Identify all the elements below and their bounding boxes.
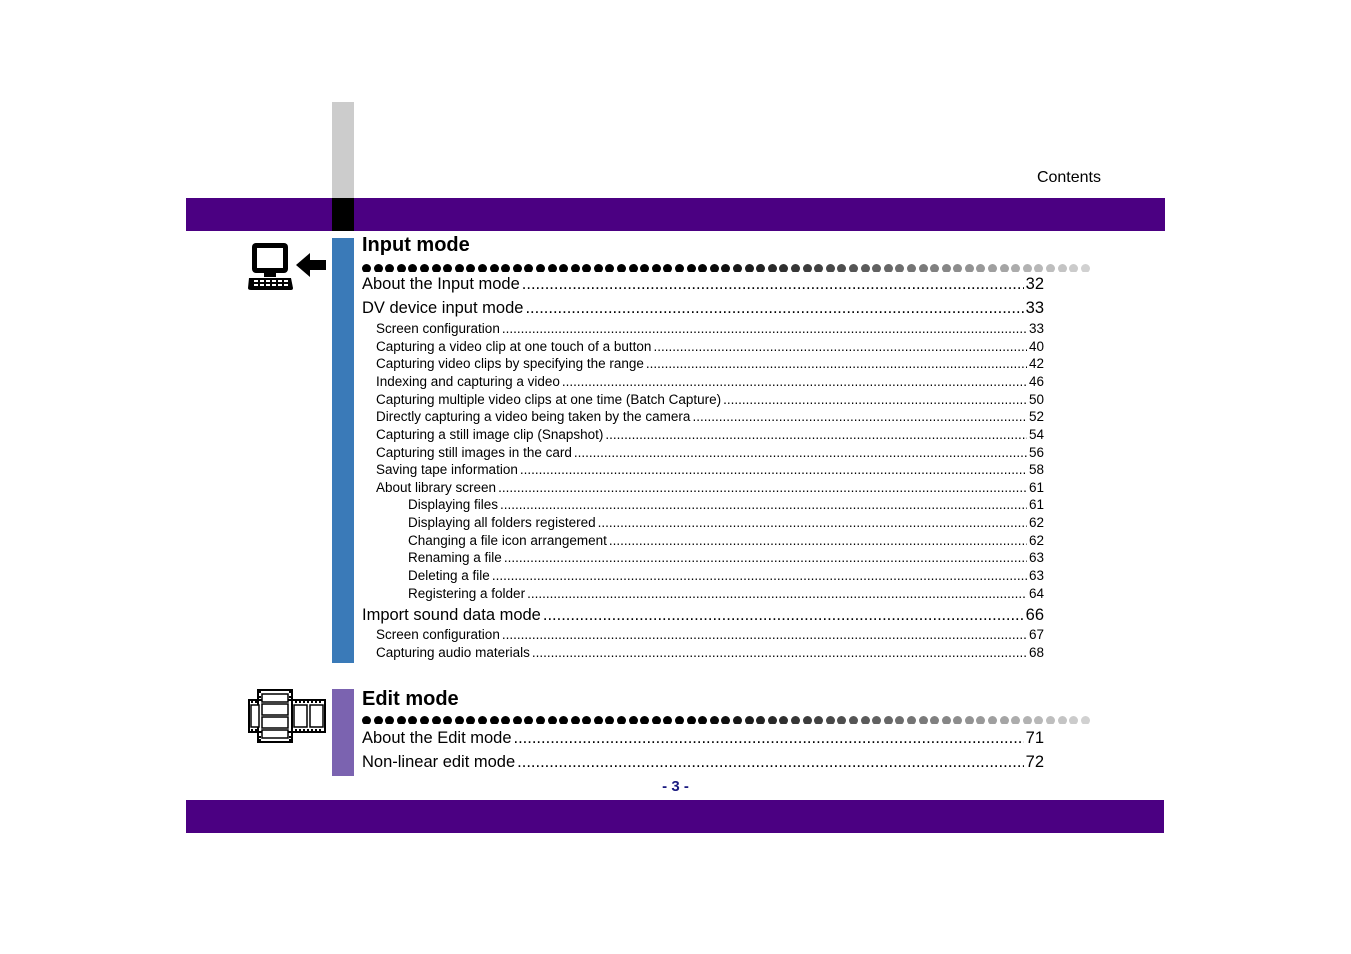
dot	[1023, 264, 1032, 272]
dot	[640, 716, 649, 724]
dot	[803, 264, 812, 272]
dot	[513, 264, 522, 272]
toc-entry[interactable]: Registering a folder ..... 64	[408, 586, 1044, 601]
dot	[478, 716, 487, 724]
dot	[420, 716, 429, 724]
dot	[745, 264, 754, 272]
dot	[837, 264, 846, 272]
dot	[1011, 264, 1020, 272]
dot	[953, 264, 962, 272]
dot	[524, 264, 533, 272]
page-number: - 3 -	[662, 778, 689, 795]
dot	[1046, 264, 1055, 272]
dot	[861, 264, 870, 272]
dot	[385, 716, 394, 724]
dot	[443, 264, 452, 272]
dot	[942, 716, 951, 724]
dot	[675, 264, 684, 272]
dot	[652, 716, 661, 724]
dot	[698, 716, 707, 724]
dot	[698, 264, 707, 272]
dot	[501, 716, 510, 724]
dot	[942, 264, 951, 272]
dot	[408, 264, 417, 272]
dot	[466, 716, 475, 724]
dot	[976, 264, 985, 272]
toc-entry[interactable]: Capturing multiple video clips at one time (Batch Capture) ..... 50	[376, 392, 1044, 407]
toc-entry[interactable]: Non-linear edit mode ..... 72	[362, 753, 1044, 772]
dot	[408, 716, 417, 724]
dot	[895, 264, 904, 272]
input-mode-section-bar	[332, 238, 354, 663]
dot	[779, 716, 788, 724]
toc-entry[interactable]: Changing a file icon arrangement ..... 62	[408, 533, 1044, 548]
header-contents-label: Contents	[1036, 169, 1101, 186]
dot	[594, 264, 603, 272]
toc-entry[interactable]: Deleting a file ..... 63	[408, 568, 1044, 583]
dot	[536, 716, 545, 724]
dot	[1058, 716, 1067, 724]
dot	[814, 716, 823, 724]
dot	[617, 716, 626, 724]
dot	[884, 264, 893, 272]
dot	[1069, 264, 1078, 272]
dot	[663, 716, 672, 724]
dot	[872, 264, 881, 272]
toc-entry[interactable]: Capturing video clips by specifying the range ..... 42	[376, 356, 1044, 371]
dot	[675, 716, 684, 724]
dot	[652, 264, 661, 272]
dot	[1000, 716, 1009, 724]
dot	[490, 716, 499, 724]
dot	[374, 264, 383, 272]
dot	[478, 264, 487, 272]
dot	[1069, 716, 1078, 724]
dot	[1081, 264, 1090, 272]
toc-entry[interactable]: Directly capturing a video being taken by the camera ..... 52	[376, 409, 1044, 424]
toc-entry[interactable]: Capturing a video clip at one touch of a button ..... 40	[376, 339, 1044, 354]
dot	[721, 716, 730, 724]
dot	[455, 264, 464, 272]
toc-entry[interactable]: Import sound data mode ..... 66	[362, 606, 1044, 625]
dot	[1011, 716, 1020, 724]
dot	[617, 264, 626, 272]
dot	[582, 716, 591, 724]
header-tab-black	[332, 198, 354, 231]
toc-entry[interactable]: Screen configuration ..... 33	[376, 321, 1044, 336]
dot	[513, 716, 522, 724]
dot	[919, 264, 928, 272]
dot	[791, 264, 800, 272]
dot	[1034, 716, 1043, 724]
dot	[594, 716, 603, 724]
dot	[432, 716, 441, 724]
dot	[385, 264, 394, 272]
dot	[976, 716, 985, 724]
dot	[988, 264, 997, 272]
dot	[768, 264, 777, 272]
dot	[779, 264, 788, 272]
dot	[745, 716, 754, 724]
dot	[362, 716, 371, 724]
dot	[582, 264, 591, 272]
dot	[420, 264, 429, 272]
dot	[965, 264, 974, 272]
dot	[919, 716, 928, 724]
dot	[1000, 264, 1009, 272]
dot	[803, 716, 812, 724]
dot	[768, 716, 777, 724]
dot	[849, 716, 858, 724]
edit-mode-section-bar	[332, 689, 354, 776]
edit-mode-dot-rule	[362, 712, 1098, 724]
dot	[1046, 716, 1055, 724]
input-mode-title: Input mode	[362, 234, 470, 256]
dot	[837, 716, 846, 724]
dot	[362, 264, 371, 272]
dot	[687, 264, 696, 272]
dot	[536, 264, 545, 272]
dot	[965, 716, 974, 724]
dot	[814, 264, 823, 272]
dot	[524, 716, 533, 724]
dot	[861, 716, 870, 724]
dot	[988, 716, 997, 724]
dot	[466, 264, 475, 272]
dot	[826, 716, 835, 724]
dot	[907, 716, 916, 724]
dot	[710, 716, 719, 724]
toc-entry[interactable]: Capturing audio materials ..... 68	[376, 645, 1044, 660]
dot	[1034, 264, 1043, 272]
dot	[501, 264, 510, 272]
dot	[907, 264, 916, 272]
dot	[895, 716, 904, 724]
dot	[571, 716, 580, 724]
toc-entry[interactable]: Displaying files ..... 61	[408, 497, 1044, 512]
dot	[605, 716, 614, 724]
toc-entry[interactable]: Capturing still images in the card ..... 56	[376, 445, 1044, 460]
dot	[640, 264, 649, 272]
dot	[710, 264, 719, 272]
dot	[571, 264, 580, 272]
dot	[455, 716, 464, 724]
dot	[397, 264, 406, 272]
toc-entry[interactable]: About library screen ..... 61	[376, 480, 1044, 495]
dot	[629, 716, 638, 724]
dot	[548, 716, 557, 724]
dot	[733, 716, 742, 724]
toc-entry[interactable]: About the Input mode ..... 32	[362, 275, 1044, 294]
dot	[663, 264, 672, 272]
dot	[559, 264, 568, 272]
dot	[1081, 716, 1090, 724]
dot	[849, 264, 858, 272]
dot	[756, 716, 765, 724]
toc-entry[interactable]: Indexing and capturing a video ..... 46	[376, 374, 1044, 389]
dot	[872, 716, 881, 724]
toc-entry[interactable]: DV device input mode ..... 33	[362, 299, 1044, 318]
dot	[374, 716, 383, 724]
footer-band	[186, 800, 1164, 833]
dot	[490, 264, 499, 272]
dot	[930, 716, 939, 724]
header-tab-grey	[332, 102, 354, 198]
dot	[733, 264, 742, 272]
toc-entry[interactable]: Renaming a file ..... 63	[408, 550, 1044, 565]
dot	[756, 264, 765, 272]
dot	[687, 716, 696, 724]
dot	[953, 716, 962, 724]
dot	[1058, 264, 1067, 272]
input-mode-dot-rule	[362, 260, 1098, 272]
dot	[721, 264, 730, 272]
dot	[432, 264, 441, 272]
dot	[397, 716, 406, 724]
dot	[930, 264, 939, 272]
dot	[443, 716, 452, 724]
toc-entry[interactable]: Screen configuration ..... 67	[376, 627, 1044, 642]
edit-mode-title: Edit mode	[362, 688, 459, 710]
dot	[884, 716, 893, 724]
dot	[559, 716, 568, 724]
dot	[1023, 716, 1032, 724]
toc-entry[interactable]: Displaying all folders registered ..... 62	[408, 515, 1044, 530]
input-mode-icon	[246, 240, 328, 294]
edit-mode-icon	[246, 688, 328, 744]
toc-entry[interactable]: Saving tape information ..... 58	[376, 462, 1044, 477]
toc-entry[interactable]: Capturing a still image clip (Snapshot) ..... 54	[376, 427, 1044, 442]
toc-entry[interactable]: About the Edit mode ..... 71	[362, 729, 1044, 748]
dot	[826, 264, 835, 272]
dot	[548, 264, 557, 272]
dot	[605, 264, 614, 272]
dot	[791, 716, 800, 724]
dot	[629, 264, 638, 272]
